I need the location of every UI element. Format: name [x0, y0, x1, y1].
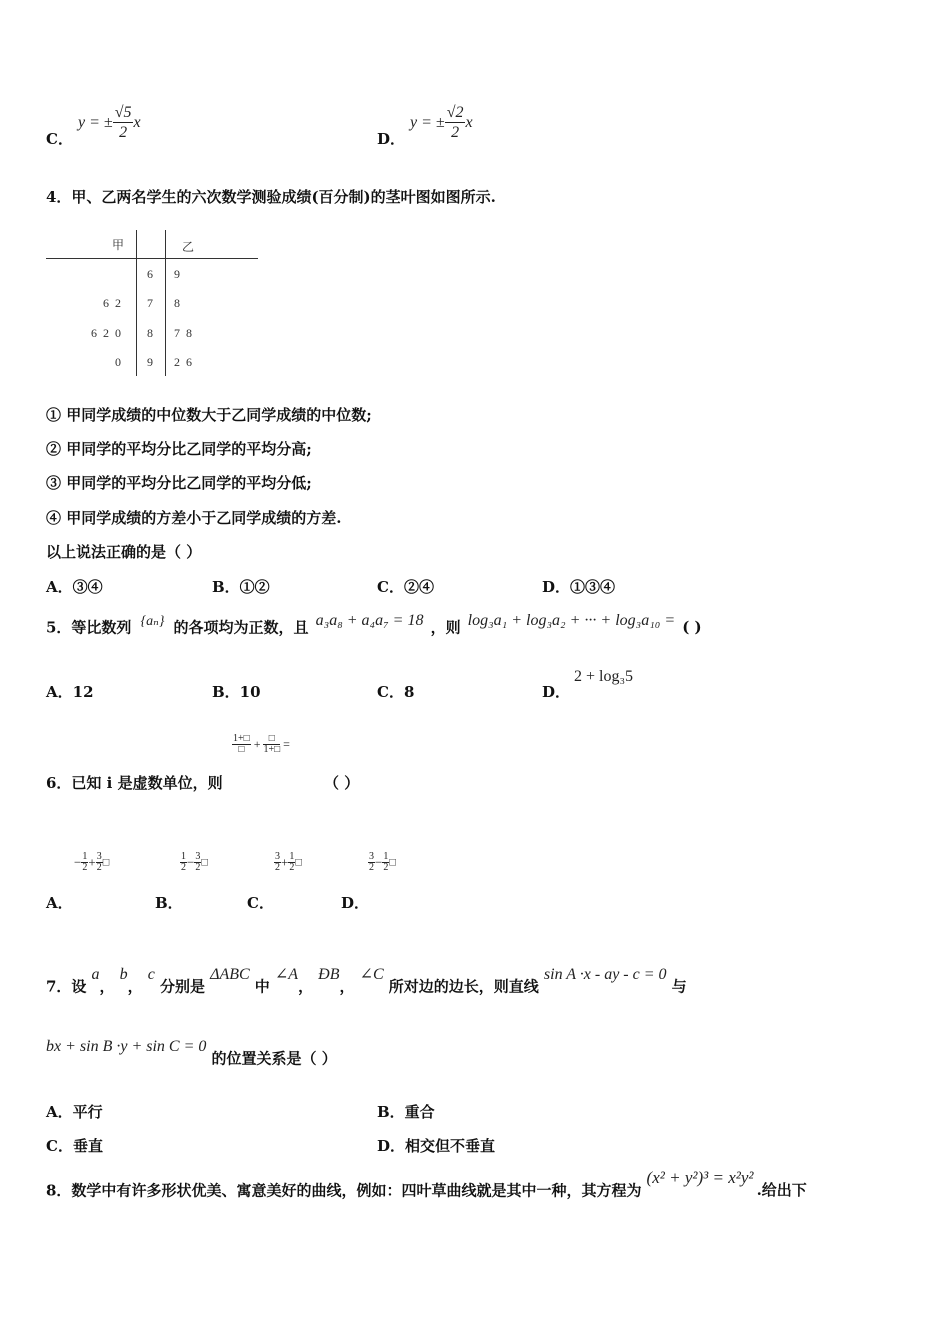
- q6-option-c-expr: $\frac{3}{2}$ + $\frac{1}{2}$ □: [275, 851, 302, 873]
- q4-statement-4: ④ 甲同学成绩的方差小于乙同学成绩的方差.: [46, 509, 342, 527]
- plot-row-4-left: 0: [115, 355, 121, 369]
- q3-c-lhs: y = ±: [78, 114, 113, 132]
- plot-row-4-stem: 9: [147, 355, 153, 369]
- q7-comma-4: ，: [339, 977, 355, 996]
- q6-option-b-expr: $\frac{1}{2}$ − $\frac{3}{2}$ □: [181, 851, 208, 873]
- q7-stem-line: [46, 964, 687, 998]
- q4-statement-3: ③ 甲同学的平均分比乙同学的平均分低;: [46, 474, 312, 492]
- q7-opposite: 所对边的边长，则直线: [388, 977, 539, 996]
- q7-prefix: 7．设: [46, 977, 87, 996]
- q7-triangle: ΔABC: [210, 966, 250, 983]
- plot-row-2-stem: 7: [147, 296, 153, 310]
- q7-respective: 分别是: [159, 977, 205, 996]
- plot-row-4-right: 2 6: [174, 355, 192, 369]
- q3-option-c-label: C．: [46, 130, 73, 148]
- q7-var-c: c: [147, 966, 155, 983]
- q7-comma-2: ，: [127, 977, 143, 996]
- q7-second-line: [46, 1038, 337, 1068]
- q4-option-d: D．①③④: [542, 578, 616, 596]
- q5-sequence: {aₙ}: [140, 614, 165, 629]
- q5-then: ，则: [430, 618, 461, 637]
- q5-middle: 的各项均为正数，且: [173, 618, 309, 637]
- q3-c-denominator: 2: [119, 124, 128, 141]
- plot-row-1-right: 9: [174, 267, 180, 281]
- q6-option-d-label: D．: [341, 894, 370, 912]
- plot-row-2-right: 8: [174, 296, 180, 310]
- q7-comma-1: ，: [99, 977, 115, 996]
- q5-option-a: A．12: [46, 683, 94, 701]
- q4-prompt: 以上说法正确的是（ ）: [46, 543, 202, 561]
- q4-stem: 4．甲、乙两名学生的六次数学测验成绩(百分制)的茎叶图如图所示.: [46, 188, 496, 206]
- q3-d-denominator: 2: [451, 124, 460, 141]
- q3-option-d-formula: [410, 104, 473, 143]
- q7-option-c: C．垂直: [46, 1137, 103, 1155]
- q5-prefix: 5．等比数列: [46, 618, 132, 637]
- q7-relation: 的位置关系是（ ）: [211, 1049, 337, 1068]
- q8-equation: (x² + y²)³ = x²y²: [646, 1168, 754, 1187]
- q7-angle-a: ∠A: [274, 966, 299, 983]
- q4-statement-1: ① 甲同学成绩的中位数大于乙同学成绩的中位数;: [46, 406, 372, 424]
- q7-option-a: A．平行: [46, 1103, 103, 1121]
- q4-option-b: B．①②: [212, 578, 270, 596]
- plot-row-3-right: 7 8: [174, 326, 192, 340]
- q3-d-numerator: √2: [446, 104, 464, 121]
- q5-condition: a₃a₈ + a₄a₇ = 18: [315, 612, 424, 629]
- q8-stem-line: [46, 1168, 807, 1200]
- plot-header-line: [46, 258, 258, 259]
- plot-row-3-left: 6 2 0: [91, 326, 121, 340]
- q5-stem-line: [46, 612, 702, 642]
- q8-stem: 8．数学中有许多形状优美、寓意美好的曲线，例如：四叶草曲线就是其中一种，其方程为: [46, 1181, 642, 1200]
- q5-expression: log₃a₁ + log₃a₂ + ··· + log₃a₁₀ =: [467, 612, 676, 629]
- q7-line-1: sin A ·x - ay - c = 0: [543, 966, 667, 983]
- q6-option-a-expr: − $\frac{1}{2}$ + $\frac{3}{2}$ □: [74, 851, 110, 873]
- q3-c-numerator: √5: [114, 104, 132, 121]
- stem-leaf-plot: [46, 230, 258, 380]
- plot-row-3-stem: 8: [147, 326, 153, 340]
- q5-paren: ( ): [682, 617, 702, 636]
- plot-divider-left: [136, 230, 137, 376]
- q8-suffix: .给出下: [756, 1181, 807, 1200]
- q7-option-b: B．重合: [377, 1103, 435, 1121]
- q6-paren: （ ）: [324, 774, 360, 792]
- q6-stem: 6．已知 i 是虚数单位，则: [46, 774, 223, 792]
- q6-option-a-label: A．: [46, 894, 73, 912]
- q5-option-d-expr: 2 + log₃5: [574, 668, 634, 685]
- q7-and: 与: [671, 977, 687, 996]
- q7-line-2: bx + sin B ·y + sin C = 0: [46, 1038, 207, 1055]
- q6-option-b-label: B．: [155, 894, 183, 912]
- q3-d-lhs: y = ±: [410, 114, 445, 132]
- q4-statement-2: ② 甲同学的平均分比乙同学的平均分高;: [46, 440, 312, 458]
- q4-option-a: A．③④: [46, 578, 103, 596]
- q7-var-b: b: [119, 966, 128, 983]
- q6-option-d-expr: $\frac{3}{2}$ − $\frac{1}{2}$ □: [369, 851, 396, 873]
- q5-option-b: B．10: [212, 683, 261, 701]
- plot-divider-right: [165, 230, 166, 376]
- q5-option-d-label: D．: [542, 683, 571, 701]
- q7-angle-c: ∠C: [359, 966, 384, 983]
- q7-in: 中: [254, 977, 270, 996]
- q3-option-c-formula: [78, 104, 141, 143]
- plot-left-header: 甲: [112, 238, 125, 252]
- plot-row-2-left: 6 2: [103, 296, 121, 310]
- q7-option-d: D．相交但不垂直: [377, 1137, 496, 1155]
- q5-option-c: C．8: [377, 683, 415, 701]
- q7-comma-3: ，: [298, 977, 314, 996]
- q3-c-var: x: [133, 114, 141, 132]
- q3-d-var: x: [465, 114, 473, 132]
- q6-expression: 1+□ □ + □ 1+□ =: [233, 733, 290, 755]
- q6-option-c-label: C．: [247, 894, 274, 912]
- plot-row-1-stem: 6: [147, 267, 153, 281]
- q7-var-a: a: [91, 966, 100, 983]
- q4-option-c: C．②④: [377, 578, 434, 596]
- q7-angle-b: ÐB: [318, 966, 340, 983]
- plot-right-header: 乙: [182, 240, 195, 254]
- q3-option-d-label: D．: [377, 130, 406, 148]
